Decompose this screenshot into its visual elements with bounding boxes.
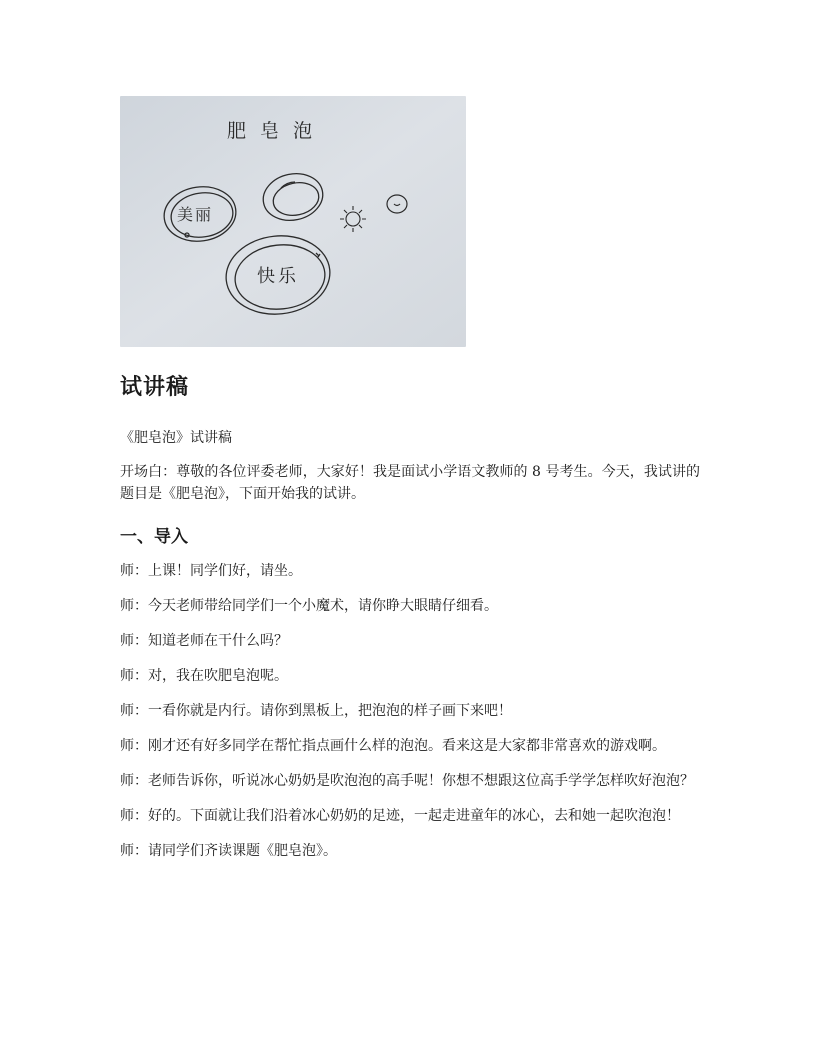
page-title: 试讲稿 [120,375,190,400]
document-subtitle: 《肥皂泡》试讲稿 [120,430,232,446]
dialogue-line: 师：知道老师在干什么吗？ [120,633,288,649]
dialogue-line: 师：对，我在吹肥皂泡呢。 [120,668,288,684]
section-heading: 一、导入 [120,527,188,547]
dialogue-line: 师：上课！同学们好，请坐。 [120,563,302,579]
document-page [120,96,700,862]
opening-paragraph: 开场白：尊敬的各位评委老师，大家好！我是面试小学语文教师的 8 号考生。今天，我试讲的题目是《肥皂泡》，下面开始我的试讲。 [120,464,700,502]
whiteboard-photo [120,96,466,347]
dialogue-line: 师：刚才还有好多同学在帮忙指点画什么样的泡泡。看来这是大家都非常喜欢的游戏啊。 [120,738,666,754]
dialogue-line: 师：请同学们齐读课题《肥皂泡》。 [120,843,337,859]
dialogue-line: 师：今天老师带给同学们一个小魔术，请你睁大眼睛仔细看。 [120,598,498,614]
dialogue-line: 师：老师告诉你，听说冰心奶奶是吹泡泡的高手呢！你想不想跟这位高手学学怎样吹好泡泡？ [120,773,694,789]
dialogue-line: 师：好的。下面就让我们沿着冰心奶奶的足迹，一起走进童年的冰心，去和她一起吹泡泡！ [120,808,680,824]
bubble-drawing [120,96,466,347]
dialogue-line: 师：一看你就是内行。请你到黑板上，把泡泡的样子画下来吧！ [120,703,512,719]
bubble-word-left: 美丽 [177,205,214,224]
dialogue-list [120,561,700,862]
drawing-title: 肥皂泡 [227,120,327,142]
bubble-word-bottom: 快乐 [257,266,299,287]
